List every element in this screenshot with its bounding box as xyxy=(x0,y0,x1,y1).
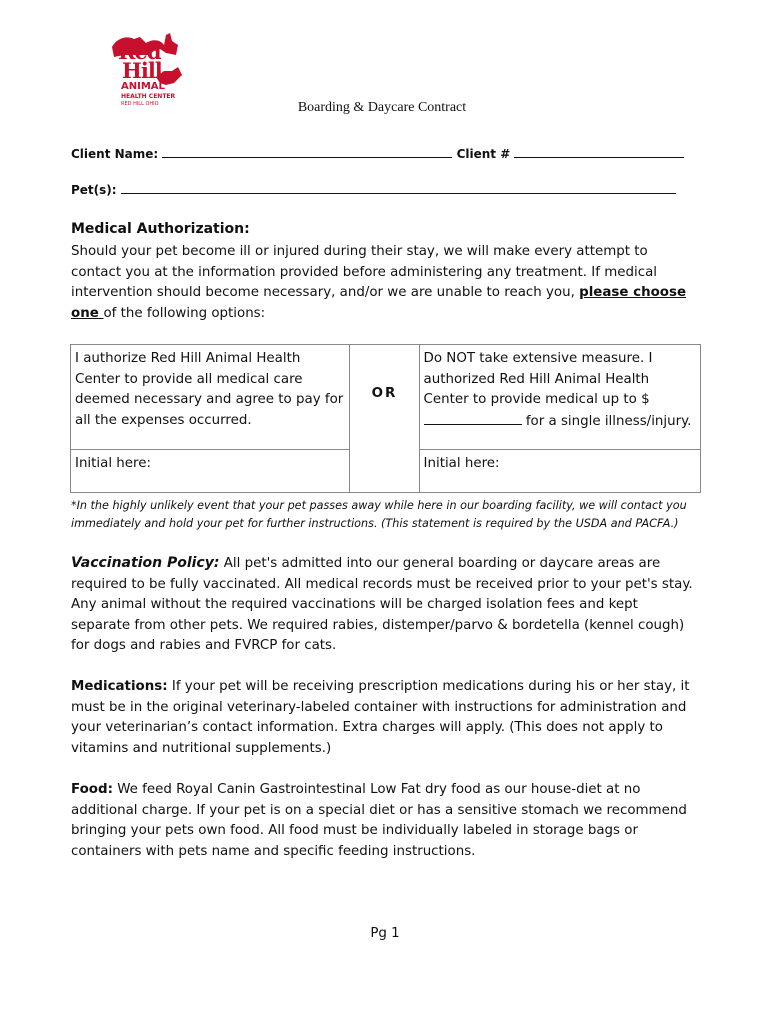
initial-a-label: Initial here: xyxy=(75,456,151,471)
document-title: Boarding & Daycare Contract xyxy=(297,100,467,115)
medications-heading: Medications: xyxy=(71,679,168,694)
or-cell xyxy=(350,345,419,493)
client-name-label: Client Name: xyxy=(71,147,159,161)
initial-a-cell[interactable] xyxy=(71,450,350,493)
page-number: Pg 1 xyxy=(370,926,400,941)
option-b-text: Do NOT take extensive measure. I authorized Red Hill Animal Health Center to provide medical up to $ xyxy=(423,351,653,408)
initial-b-cell[interactable] xyxy=(419,450,700,493)
please-choose-one: please choose one xyxy=(71,285,687,321)
or-label: OR xyxy=(371,386,398,402)
client-number-label: Client # xyxy=(456,147,511,161)
medical-authorization-heading: Medical Authorization: xyxy=(71,221,250,237)
client-name-field[interactable] xyxy=(162,146,452,158)
medications-section xyxy=(71,677,701,759)
logo-location: RED HILL OHIO xyxy=(121,101,159,107)
medical-options-table xyxy=(70,344,701,493)
dollar-limit-field[interactable] xyxy=(424,411,522,425)
client-info-line xyxy=(71,146,684,161)
medications-text: If your pet will be receiving prescription medications during his or her stay, it must be in the original veterinary-labeled container with instructions for administration and your veterinarian’s contact information. Extra charges will apply. (This does not apply to vitamins and nutritional supplements.) xyxy=(71,679,690,756)
option-a-text: I authorize Red Hill Animal Health Center to provide all medical care deemed necessary and agree to pay for all the expenses occurred. xyxy=(75,351,344,428)
food-section xyxy=(71,780,701,862)
footnote: *In the highly unlikely event that your pet passes away while here in our boarding facility, we will contact you immediately and hold your pet for further instructions. (This statement is required by the USDA and PACFA.) xyxy=(71,499,687,530)
pets-label: Pet(s): xyxy=(71,183,117,197)
initial-b-label: Initial here: xyxy=(423,456,500,471)
vaccination-policy xyxy=(71,553,701,657)
option-b-text-end: for a single illness/injury. xyxy=(525,413,692,429)
pets-line xyxy=(71,182,676,197)
option-a-cell[interactable] xyxy=(71,345,350,450)
pets-field[interactable] xyxy=(121,182,676,194)
logo-word-red: Red xyxy=(118,39,161,64)
food-text: We feed Royal Canin Gastrointestinal Low Fat dry food as our house-diet at no additional charge. If your pet is on a special diet or has a sensitive stomach we recommend bringing your pets own food. All food must be individually labeled in storage bags or containers with pets name and specific feeding instructions. xyxy=(71,782,687,859)
vaccination-text: All pet's admitted into our general boarding or daycare areas are required to be fully vaccinated. All medical records must be received prior to your pet's stay. Any animal without the required vaccinations will be charged isolation fees and kept separate from other pets. We required rabies, distemper/parvo & bordetella (kennel cough) for dogs and rabies and FVRCP for cats. xyxy=(71,556,693,654)
vaccination-heading: Vaccination Policy: xyxy=(71,555,220,571)
logo-word-hill: Hill xyxy=(122,58,162,83)
medical-authorization-text: Should your pet become ill or injured during their stay, we will make every attempt to contact you at the information provided before administering any treatment. If medical intervention should become necessary, and/or we are unable to reach you, please choose one of the following options: xyxy=(71,244,687,321)
option-b-cell[interactable] xyxy=(419,345,700,450)
client-number-field[interactable] xyxy=(514,146,684,158)
logo-word-animal: ANIMAL xyxy=(121,81,165,92)
food-heading: Food: xyxy=(71,782,113,797)
logo-health-center: HEALTH CENTER xyxy=(121,93,176,100)
